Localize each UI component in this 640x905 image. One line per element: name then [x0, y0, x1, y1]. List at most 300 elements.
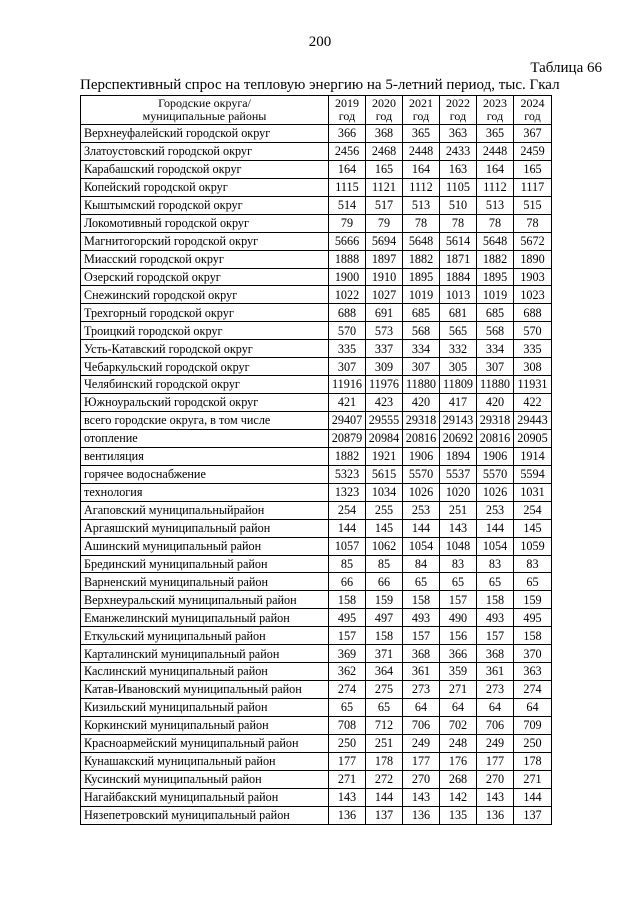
row-name: Троицкий городской округ [81, 322, 329, 340]
table-row [81, 447, 552, 465]
table-row [81, 770, 552, 788]
row-value: 65 [514, 573, 552, 591]
row-value: 688 [514, 304, 552, 322]
row-value: 78 [440, 214, 477, 232]
row-value: 369 [329, 645, 366, 663]
row-value: 272 [366, 770, 403, 788]
table-row [81, 788, 552, 806]
row-value: 1882 [329, 447, 366, 465]
table-body [81, 125, 552, 825]
row-name: Кусинский муниципальный район [81, 770, 329, 788]
row-value: 143 [477, 788, 514, 806]
row-value: 144 [329, 519, 366, 537]
row-value: 1895 [403, 268, 440, 286]
row-value: 706 [403, 716, 440, 734]
row-value: 142 [440, 788, 477, 806]
row-value: 1054 [477, 537, 514, 555]
row-value: 493 [403, 609, 440, 627]
row-value: 365 [403, 125, 440, 143]
row-value: 2433 [440, 142, 477, 160]
row-value: 1895 [477, 268, 514, 286]
row-value: 20879 [329, 429, 366, 447]
row-value: 143 [440, 519, 477, 537]
header-year-value: 2020 [372, 96, 396, 110]
header-year-0 [329, 96, 366, 125]
row-value: 176 [440, 752, 477, 770]
row-value: 164 [477, 160, 514, 178]
row-value: 1882 [477, 250, 514, 268]
row-value: 11931 [514, 376, 552, 394]
row-value: 64 [403, 699, 440, 717]
table-row [81, 465, 552, 483]
row-value: 510 [440, 196, 477, 214]
header-row [81, 96, 552, 125]
row-value: 64 [477, 699, 514, 717]
row-value: 5615 [366, 465, 403, 483]
table-row [81, 340, 552, 358]
row-value: 145 [514, 519, 552, 537]
row-value: 1884 [440, 268, 477, 286]
row-value: 250 [329, 734, 366, 752]
row-name: Златоустовский городской округ [81, 142, 329, 160]
row-value: 513 [403, 196, 440, 214]
row-value: 1059 [514, 537, 552, 555]
row-value: 158 [403, 591, 440, 609]
row-value: 144 [366, 788, 403, 806]
row-value: 1906 [477, 447, 514, 465]
row-name: Кыштымский городской округ [81, 196, 329, 214]
row-value: 308 [514, 358, 552, 376]
row-value: 158 [366, 627, 403, 645]
row-value: 85 [366, 555, 403, 573]
row-value: 1034 [366, 483, 403, 501]
row-value: 251 [366, 734, 403, 752]
row-value: 423 [366, 394, 403, 412]
row-value: 570 [514, 322, 552, 340]
row-value: 1026 [477, 483, 514, 501]
row-value: 368 [403, 645, 440, 663]
table-row [81, 142, 552, 160]
table-row [81, 519, 552, 537]
row-value: 513 [477, 196, 514, 214]
table-row [81, 429, 552, 447]
row-value: 364 [366, 663, 403, 681]
table-row [81, 286, 552, 304]
row-value: 573 [366, 322, 403, 340]
row-value: 366 [440, 645, 477, 663]
row-value: 1115 [329, 178, 366, 196]
row-value: 83 [514, 555, 552, 573]
row-value: 363 [440, 125, 477, 143]
row-value: 1048 [440, 537, 477, 555]
row-name: Агаповский муниципальныйрайон [81, 501, 329, 519]
row-value: 11809 [440, 376, 477, 394]
row-value: 497 [366, 609, 403, 627]
row-value: 251 [440, 501, 477, 519]
row-name: Кунашакский муниципальный район [81, 752, 329, 770]
row-name: Трехгорный городской округ [81, 304, 329, 322]
table-row [81, 358, 552, 376]
row-name: вентиляция [81, 447, 329, 465]
row-value: 1906 [403, 447, 440, 465]
page-number: 200 [308, 34, 332, 50]
row-value: 249 [403, 734, 440, 752]
row-value: 490 [440, 609, 477, 627]
row-value: 1910 [366, 268, 403, 286]
row-value: 78 [514, 214, 552, 232]
row-value: 11976 [366, 376, 403, 394]
row-value: 1020 [440, 483, 477, 501]
row-value: 332 [440, 340, 477, 358]
row-value: 270 [477, 770, 514, 788]
row-value: 253 [403, 501, 440, 519]
row-value: 11916 [329, 376, 366, 394]
row-value: 337 [366, 340, 403, 358]
row-value: 66 [366, 573, 403, 591]
row-name: Чебаркульский городской округ [81, 358, 329, 376]
row-value: 158 [514, 627, 552, 645]
row-value: 78 [403, 214, 440, 232]
row-value: 20984 [366, 429, 403, 447]
row-value: 368 [477, 645, 514, 663]
table-row [81, 178, 552, 196]
row-name: Карабашский городской округ [81, 160, 329, 178]
header-name-line-1: Городские округа/ [158, 96, 251, 110]
row-value: 420 [477, 394, 514, 412]
row-value: 1871 [440, 250, 477, 268]
row-value: 565 [440, 322, 477, 340]
table-row [81, 734, 552, 752]
row-value: 368 [366, 125, 403, 143]
row-value: 517 [366, 196, 403, 214]
row-value: 1900 [329, 268, 366, 286]
row-value: 1054 [403, 537, 440, 555]
row-name: горячее водоснабжение [81, 465, 329, 483]
header-year-unit: год [524, 109, 541, 123]
row-value: 514 [329, 196, 366, 214]
row-value: 20692 [440, 429, 477, 447]
row-name: Снежинский городской округ [81, 286, 329, 304]
row-value: 307 [477, 358, 514, 376]
row-value: 367 [514, 125, 552, 143]
row-value: 145 [366, 519, 403, 537]
row-value: 65 [366, 699, 403, 717]
header-year-4 [477, 96, 514, 125]
row-name: всего городские округа, в том числе [81, 412, 329, 430]
row-value: 156 [440, 627, 477, 645]
table-row [81, 501, 552, 519]
heat-demand-table [80, 95, 552, 825]
row-name: Нагайбакский муниципальный район [81, 788, 329, 806]
row-value: 417 [440, 394, 477, 412]
row-value: 165 [514, 160, 552, 178]
row-value: 2456 [329, 142, 366, 160]
row-value: 1117 [514, 178, 552, 196]
row-value: 2468 [366, 142, 403, 160]
row-value: 307 [329, 358, 366, 376]
table-row [81, 627, 552, 645]
row-value: 253 [477, 501, 514, 519]
row-value: 29318 [477, 412, 514, 430]
row-value: 268 [440, 770, 477, 788]
row-value: 137 [366, 806, 403, 824]
row-value: 178 [366, 752, 403, 770]
row-value: 1062 [366, 537, 403, 555]
row-value: 1019 [403, 286, 440, 304]
header-name-column [81, 96, 329, 125]
row-value: 1903 [514, 268, 552, 286]
row-name: Каслинский муниципальный район [81, 663, 329, 681]
row-value: 359 [440, 663, 477, 681]
row-value: 420 [403, 394, 440, 412]
row-value: 709 [514, 716, 552, 734]
row-name: Копейский городской округ [81, 178, 329, 196]
row-name: отопление [81, 429, 329, 447]
row-value: 255 [366, 501, 403, 519]
row-value: 29443 [514, 412, 552, 430]
header-year-value: 2024 [520, 96, 545, 110]
row-value: 250 [514, 734, 552, 752]
row-value: 1057 [329, 537, 366, 555]
header-year-value: 2021 [409, 96, 433, 110]
row-value: 495 [514, 609, 552, 627]
table-row [81, 394, 552, 412]
row-value: 29407 [329, 412, 366, 430]
table-row [81, 304, 552, 322]
row-value: 1105 [440, 178, 477, 196]
row-value: 20905 [514, 429, 552, 447]
header-year-unit: год [375, 109, 393, 123]
row-value: 2448 [477, 142, 514, 160]
row-value: 515 [514, 196, 552, 214]
row-value: 271 [329, 770, 366, 788]
row-value: 5648 [477, 232, 514, 250]
row-value: 1121 [366, 178, 403, 196]
header-year-unit: год [338, 109, 356, 123]
row-name: Верхнеуральский муниципальный район [81, 591, 329, 609]
row-value: 157 [477, 627, 514, 645]
row-value: 363 [514, 663, 552, 681]
row-value: 1026 [403, 483, 440, 501]
row-value: 1112 [403, 178, 440, 196]
row-value: 64 [514, 699, 552, 717]
row-value: 273 [403, 681, 440, 699]
table-row [81, 483, 552, 501]
row-value: 5672 [514, 232, 552, 250]
row-value: 1882 [403, 250, 440, 268]
header-year-value: 2019 [335, 96, 359, 110]
table-title: Перспективный спрос на тепловую энергию на 5-летний период, тыс. Гкал [80, 77, 560, 93]
row-value: 568 [477, 322, 514, 340]
row-value: 136 [403, 806, 440, 824]
table-row [81, 663, 552, 681]
row-value: 1019 [477, 286, 514, 304]
table-label: Таблица 66 [530, 60, 602, 76]
row-value: 365 [477, 125, 514, 143]
row-value: 273 [477, 681, 514, 699]
row-name: Карталинский муниципальный район [81, 645, 329, 663]
row-value: 1894 [440, 447, 477, 465]
row-value: 159 [514, 591, 552, 609]
row-value: 5614 [440, 232, 477, 250]
row-value: 164 [329, 160, 366, 178]
row-value: 144 [477, 519, 514, 537]
row-value: 5694 [366, 232, 403, 250]
row-value: 20816 [477, 429, 514, 447]
row-value: 691 [366, 304, 403, 322]
row-name: Челябинский городской округ [81, 376, 329, 394]
header-year-value: 2022 [446, 96, 470, 110]
row-value: 177 [329, 752, 366, 770]
row-value: 5594 [514, 465, 552, 483]
row-value: 143 [329, 788, 366, 806]
table-row [81, 376, 552, 394]
row-value: 137 [514, 806, 552, 824]
row-value: 11880 [403, 376, 440, 394]
row-value: 20816 [403, 429, 440, 447]
row-name: Ашинский муниципальный район [81, 537, 329, 555]
row-name: Миасский городской округ [81, 250, 329, 268]
row-value: 136 [477, 806, 514, 824]
row-name: Коркинский муниципальный район [81, 716, 329, 734]
row-value: 85 [329, 555, 366, 573]
row-value: 178 [514, 752, 552, 770]
row-value: 274 [329, 681, 366, 699]
row-value: 371 [366, 645, 403, 663]
row-value: 5537 [440, 465, 477, 483]
table-row [81, 716, 552, 734]
header-year-value: 2023 [483, 96, 507, 110]
row-value: 29555 [366, 412, 403, 430]
row-value: 275 [366, 681, 403, 699]
row-value: 144 [514, 788, 552, 806]
row-value: 361 [477, 663, 514, 681]
row-name: Нязепетровский муниципальный район [81, 806, 329, 824]
row-value: 1921 [366, 447, 403, 465]
row-value: 249 [477, 734, 514, 752]
row-value: 307 [403, 358, 440, 376]
row-value: 1112 [477, 178, 514, 196]
row-value: 334 [477, 340, 514, 358]
row-name: технология [81, 483, 329, 501]
row-name: Озерский городской округ [81, 268, 329, 286]
row-value: 362 [329, 663, 366, 681]
table-row [81, 752, 552, 770]
row-value: 334 [403, 340, 440, 358]
row-value: 177 [403, 752, 440, 770]
row-value: 270 [403, 770, 440, 788]
row-value: 83 [477, 555, 514, 573]
row-value: 79 [366, 214, 403, 232]
row-name: Варненский муниципальный район [81, 573, 329, 591]
row-name: Усть-Катавский городской округ [81, 340, 329, 358]
row-value: 1323 [329, 483, 366, 501]
row-value: 305 [440, 358, 477, 376]
row-value: 271 [514, 770, 552, 788]
row-value: 493 [477, 609, 514, 627]
row-value: 158 [477, 591, 514, 609]
row-value: 2448 [403, 142, 440, 160]
row-value: 706 [477, 716, 514, 734]
row-value: 1023 [514, 286, 552, 304]
table-row [81, 645, 552, 663]
row-name: Верхнеуфалейский городской округ [81, 125, 329, 143]
row-value: 5666 [329, 232, 366, 250]
row-value: 708 [329, 716, 366, 734]
row-value: 1031 [514, 483, 552, 501]
row-value: 164 [403, 160, 440, 178]
row-value: 1890 [514, 250, 552, 268]
table-row [81, 591, 552, 609]
row-value: 157 [329, 627, 366, 645]
header-year-1 [366, 96, 403, 125]
row-value: 335 [329, 340, 366, 358]
table-row [81, 806, 552, 824]
row-value: 84 [403, 555, 440, 573]
row-value: 335 [514, 340, 552, 358]
row-value: 254 [329, 501, 366, 519]
row-value: 65 [477, 573, 514, 591]
row-value: 495 [329, 609, 366, 627]
row-value: 158 [329, 591, 366, 609]
row-value: 309 [366, 358, 403, 376]
row-value: 163 [440, 160, 477, 178]
table-row [81, 250, 552, 268]
table-row [81, 232, 552, 250]
row-value: 65 [329, 699, 366, 717]
row-value: 65 [440, 573, 477, 591]
row-value: 361 [403, 663, 440, 681]
row-value: 83 [440, 555, 477, 573]
header-year-unit: год [486, 109, 504, 123]
row-name: Локомотивный городской округ [81, 214, 329, 232]
table-row [81, 412, 552, 430]
row-name: Кизильский муниципальный район [81, 699, 329, 717]
row-value: 65 [403, 573, 440, 591]
row-value: 1914 [514, 447, 552, 465]
row-value: 78 [477, 214, 514, 232]
row-value: 271 [440, 681, 477, 699]
table-row [81, 214, 552, 232]
header-year-3 [440, 96, 477, 125]
row-value: 5570 [403, 465, 440, 483]
header-name-line-2: муниципальные районы [142, 109, 267, 123]
table-row [81, 125, 552, 143]
table-row [81, 537, 552, 555]
table-row [81, 322, 552, 340]
header-year-unit: год [449, 109, 467, 123]
row-value: 366 [329, 125, 366, 143]
row-value: 136 [329, 806, 366, 824]
row-value: 248 [440, 734, 477, 752]
row-value: 685 [403, 304, 440, 322]
row-value: 1888 [329, 250, 366, 268]
table-row [81, 196, 552, 214]
table-row [81, 160, 552, 178]
row-value: 688 [329, 304, 366, 322]
row-value: 157 [440, 591, 477, 609]
row-name: Красноармейский муниципальный район [81, 734, 329, 752]
row-value: 570 [329, 322, 366, 340]
row-value: 685 [477, 304, 514, 322]
row-name: Брединский муниципальный район [81, 555, 329, 573]
row-name: Катав-Ивановский муниципальный район [81, 681, 329, 699]
row-value: 157 [403, 627, 440, 645]
row-value: 274 [514, 681, 552, 699]
table-row [81, 555, 552, 573]
row-value: 702 [440, 716, 477, 734]
row-value: 5570 [477, 465, 514, 483]
